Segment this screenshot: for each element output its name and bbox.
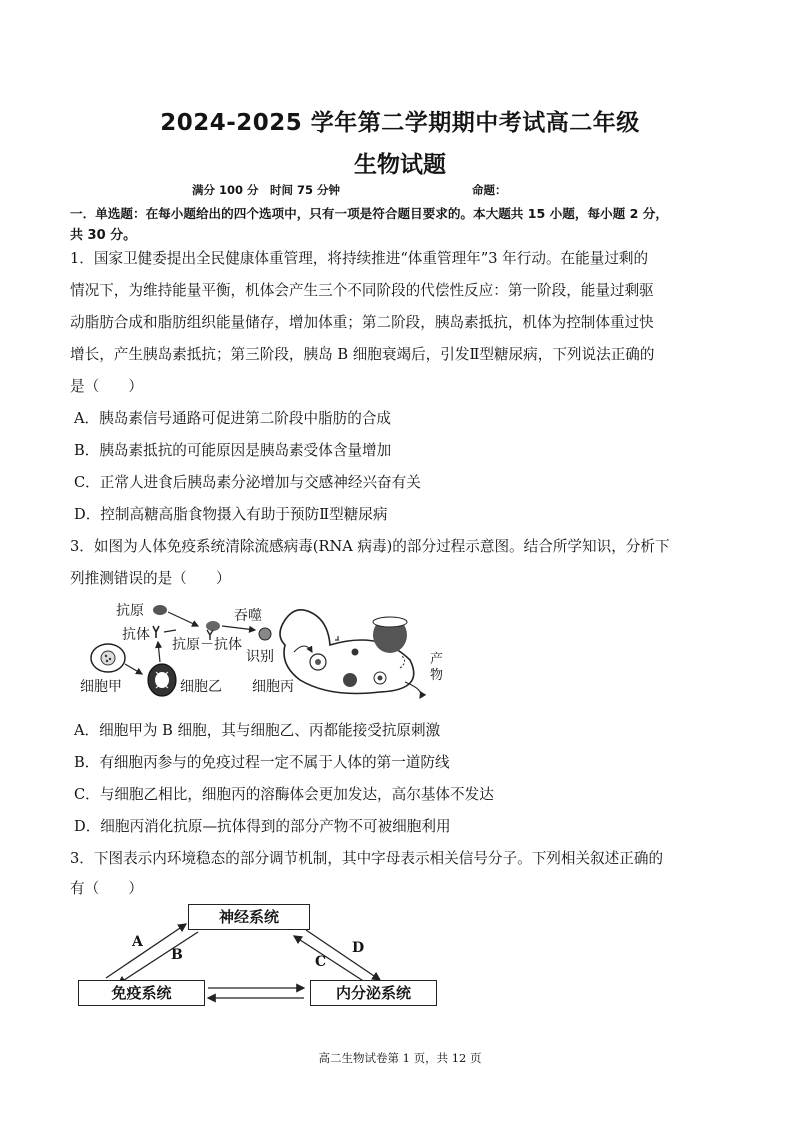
section-line-2: 共 30 分。 [70, 228, 137, 243]
antigen-icon [153, 605, 167, 615]
section-line-1: 一．单选题：在每小题给出的四个选项中，只有一项是符合题目要求的。本大题共 15 小题，每小题 2 分， [70, 206, 668, 221]
label-recognition: 识别 [246, 649, 274, 665]
label-product-1: 产 [430, 652, 444, 667]
q2-option-b: B．有细胞丙参与的免疫过程一定不属于人体的第一道防线 [74, 754, 450, 771]
q1-option-d: D．控制高糖高脂食物摄入有助于预防Ⅱ型糖尿病 [74, 506, 388, 523]
q1-line-1: 1．国家卫健委提出全民健康体重管理，将持续推进“体重管理年”3 年行动。在能量过剩的 [70, 250, 649, 267]
q1-option-a: A．胰岛素信号通路可促进第二阶段中脂肪的合成 [74, 410, 392, 427]
regulation-diagram [78, 900, 438, 1010]
box-nervous-system: 神经系统 [188, 904, 310, 930]
q2-line-1: 3．如图为人体免疫系统清除流感病毒(RNA 病毒)的部分过程示意图。结合所学知识，分析下 [70, 538, 670, 555]
label-complex: 抗原－抗体 [172, 637, 242, 653]
label-product-2: 物 [430, 668, 444, 683]
author-label: 命题： [472, 183, 507, 197]
antibody-icon [153, 626, 159, 638]
signal-c-label: C [315, 954, 327, 970]
immune-figure [80, 600, 460, 700]
q3-line-1: 3．下图表示内环境稳态的部分调节机制，其中字母表示相关信号分子。下列相关叙述正确的 [70, 850, 664, 867]
box-immune-system: 免疫系统 [78, 980, 205, 1006]
antigen-antibody-complex-icon [206, 621, 220, 631]
label-phagocytosis: 吞噬 [234, 608, 262, 624]
q2-option-d: D．细胞丙消化抗原—抗体得到的部分产物不可被细胞利用 [74, 818, 451, 835]
label-antigen: 抗原 [116, 603, 144, 619]
q1-line-4: 增长，产生胰岛素抵抗；第三阶段，胰岛 B 细胞衰竭后，引发Ⅱ型糖尿病，下列说法正确的 [70, 346, 655, 363]
label-cell-b: 细胞乙 [180, 679, 222, 695]
signal-d-label: D [352, 940, 365, 956]
page-title: 2024-2025 学年第二学期期中考试高二年级 [160, 110, 640, 136]
section-heading [70, 203, 735, 247]
q2-line-2: 列推测错误的是（ ） [70, 570, 231, 587]
signal-b-label: B [171, 947, 183, 963]
q1-line-5: 是（ ） [70, 378, 143, 395]
q3-line-2: 有（ ） [70, 880, 143, 897]
q1-option-c: C．正常人进食后胰岛素分泌增加与交感神经兴奋有关 [74, 474, 421, 491]
page-subtitle: 生物试题 [354, 152, 446, 178]
label-cell-a: 细胞甲 [80, 679, 122, 695]
q2-option-c: C．与细胞乙相比，细胞丙的溶酶体会更加发达，高尔基体不发达 [74, 786, 494, 803]
q2-option-a: A．细胞甲为 B 细胞，其与细胞乙、丙都能接受抗原刺激 [74, 722, 441, 739]
label-cell-c: 细胞丙 [252, 679, 294, 695]
signal-a-label: A [132, 934, 143, 950]
q1-line-3: 动脂肪合成和脂肪组织能量储存，增加体重；第二阶段，胰岛素抵抗，机体为控制体重过快 [70, 314, 654, 331]
q1-option-b: B．胰岛素抵抗的可能原因是胰岛素受体含量增加 [74, 442, 392, 459]
box-endocrine-system: 内分泌系统 [310, 980, 437, 1006]
q1-line-2: 情况下，为维持能量平衡，机体会产生三个不同阶段的代偿性反应：第一阶段，能量过剩驱 [70, 282, 654, 299]
score-time: 满分 100 分 时间 75 分钟 [192, 183, 341, 197]
label-antibody: 抗体 [122, 627, 150, 643]
page-footer: 高二生物试卷第 1 页，共 12 页 [318, 1051, 482, 1065]
